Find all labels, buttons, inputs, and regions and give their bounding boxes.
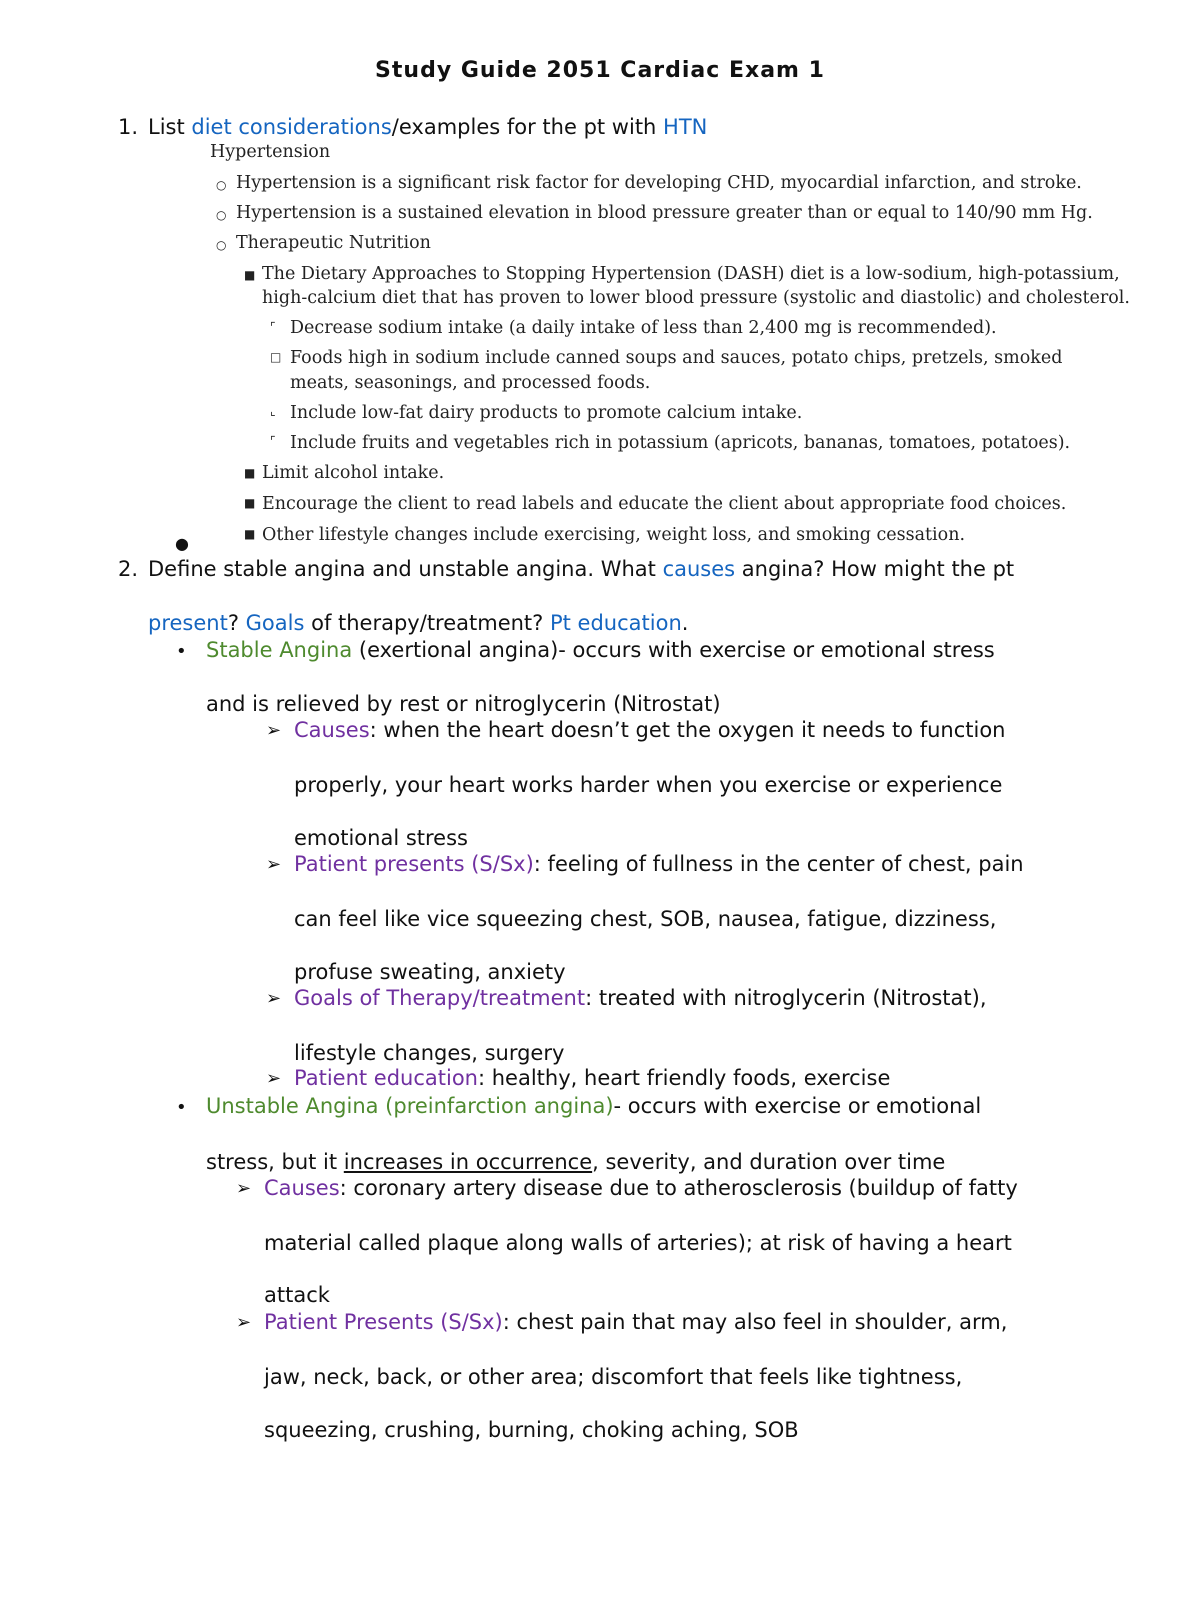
unstable-presents-line-2: jaw, neck, back, or other area; discomfort that feels like tightness, <box>264 1365 963 1389</box>
question-1-text: List <box>148 115 192 139</box>
bullet-icon: • <box>176 1097 187 1118</box>
unstable-presents-text: : chest pain that may also feel in shoulder, arm, <box>502 1310 1008 1334</box>
question-2-text-b: angina? How might the pt <box>735 557 1015 581</box>
bullet-icon: • <box>176 641 187 662</box>
stable-causes-text: : when the heart doesn’t get the oxygen it needs to function <box>369 718 1006 742</box>
corner-bullet-icon: ⌜ <box>270 320 276 334</box>
excerpt-line: Therapeutic Nutrition <box>236 233 431 253</box>
excerpt-line: Limit alcohol intake. <box>262 463 445 483</box>
circle-bullet-icon: ○ <box>216 238 227 252</box>
stable-causes-label: Causes <box>294 718 370 742</box>
unstable-presents-line-3: squeezing, crushing, burning, choking aching, SOB <box>264 1418 799 1442</box>
question-2-text-c: ? <box>227 611 246 635</box>
unstable-angina-line-2 <box>206 1150 945 1174</box>
question-1-number: 1. <box>118 115 139 139</box>
excerpt-line: Encourage the client to read labels and educate the client about appropriate food choices. <box>262 494 1067 514</box>
excerpt-line: The Dietary Approaches to Stopping Hypertension (DASH) diet is a low-sodium, high-potassium, <box>262 264 1120 284</box>
corner-bullet-icon: ⌞ <box>270 404 276 418</box>
arrow-bullet-icon: ➢ <box>236 1312 252 1333</box>
question-1-text-mid: /examples for the pt with <box>391 115 664 139</box>
keyword-causes: causes <box>662 557 736 581</box>
arrow-bullet-icon: ➢ <box>266 854 282 875</box>
stable-angina-desc: (exertional angina)- occurs with exercise or emotional stress <box>352 638 995 662</box>
unstable-angina-heading <box>206 1094 981 1118</box>
stable-goals <box>294 986 987 1010</box>
excerpt-line: Hypertension is a sustained elevation in blood pressure greater than or equal to 140/90 mm Hg. <box>236 203 1093 223</box>
page-title: Study Guide 2051 Cardiac Exam 1 <box>375 58 825 83</box>
square-bullet-icon: ■ <box>244 466 256 480</box>
unstable-angina-label: Unstable Angina (preinfarction angina) <box>206 1094 614 1118</box>
arrow-bullet-icon: ➢ <box>236 1178 252 1199</box>
question-2 <box>118 557 1014 581</box>
excerpt-line: meats, seasonings, and processed foods. <box>290 373 651 393</box>
unstable-line-2-text-end: , severity, and duration over time <box>592 1150 946 1174</box>
stable-education-text: : healthy, heart friendly foods, exercise <box>478 1066 891 1090</box>
excerpt-line: Decrease sodium intake (a daily intake of less than 2,400 mg is recommended). <box>290 318 997 338</box>
stable-education-label: Patient education <box>294 1066 478 1090</box>
unstable-presents-label: Patient Presents (S/Sx) <box>264 1310 503 1334</box>
arrow-bullet-icon: ➢ <box>266 1068 282 1089</box>
stable-goals-text: : treated with nitroglycerin (Nitrostat), <box>585 986 987 1010</box>
circle-bullet-icon: ○ <box>216 208 227 222</box>
stable-presents-line-3: profuse sweating, anxiety <box>294 960 566 984</box>
question-1 <box>118 115 707 139</box>
excerpt-line: Include fruits and vegetables rich in potassium (apricots, bananas, tomatoes, potatoes). <box>290 433 1071 453</box>
question-2-text-d: of therapy/treatment? <box>304 611 550 635</box>
arrow-bullet-icon: ➢ <box>266 720 282 741</box>
unstable-causes-line-2: material called plaque along walls of arteries); at risk of having a heart <box>264 1231 1012 1255</box>
stable-goals-label: Goals of Therapy/treatment <box>294 986 586 1010</box>
stable-angina-label: Stable Angina <box>206 638 353 662</box>
question-2-text-e: . <box>681 611 689 635</box>
excerpt-line: Foods high in sodium include canned soups and sauces, potato chips, pretzels, smoked <box>290 348 1063 368</box>
square-outline-bullet-icon: □ <box>270 350 282 364</box>
unstable-causes-text: : coronary artery disease due to atherosclerosis (buildup of fatty <box>339 1176 1018 1200</box>
excerpt-line: Hypertension is a significant risk factor for developing CHD, myocardial infarction, and stroke. <box>236 173 1082 193</box>
stable-angina-line-2: and is relieved by rest or nitroglycerin (Nitrostat) <box>206 692 721 716</box>
stable-education <box>294 1066 890 1090</box>
keyword-diet-considerations: diet considerations <box>191 115 392 139</box>
square-bullet-icon: ■ <box>244 268 256 282</box>
stable-causes <box>294 718 1005 742</box>
stable-presents <box>294 852 1024 876</box>
excerpt-heading: Hypertension <box>210 142 331 162</box>
arrow-bullet-icon: ➢ <box>266 988 282 1009</box>
square-bullet-icon: ■ <box>244 496 256 510</box>
stable-presents-label: Patient presents (S/Sx) <box>294 852 534 876</box>
unstable-presents <box>264 1310 1007 1334</box>
unstable-causes-label: Causes <box>264 1176 340 1200</box>
stable-goals-line-2: lifestyle changes, surgery <box>294 1041 565 1065</box>
unstable-line-2-text: stress, but it <box>206 1150 344 1174</box>
question-2-line-2 <box>148 611 688 635</box>
unstable-angina-desc: - occurs with exercise or emotional <box>613 1094 982 1118</box>
keyword-pt-education: Pt education <box>549 611 682 635</box>
excerpt-line: high-calcium diet that has proven to lower blood pressure (systolic and diastolic) and cholesterol. <box>262 288 1130 308</box>
stable-causes-line-2: properly, your heart works harder when you exercise or experience <box>294 773 1003 797</box>
keyword-htn: HTN <box>663 115 708 139</box>
corner-bullet-icon: ⌜ <box>270 434 276 448</box>
unstable-causes <box>264 1176 1018 1200</box>
question-2-number: 2. <box>118 557 139 581</box>
excerpt-line: Other lifestyle changes include exercising, weight loss, and smoking cessation. <box>262 525 966 545</box>
stable-presents-text: : feeling of fullness in the center of chest, pain <box>533 852 1024 876</box>
unstable-causes-line-3: attack <box>264 1283 330 1307</box>
underlined-phrase: increases in occurrence <box>343 1150 593 1174</box>
stable-causes-line-3: emotional stress <box>294 826 468 850</box>
circle-bullet-icon: ○ <box>216 178 227 192</box>
keyword-goals: Goals <box>245 611 305 635</box>
stable-angina-heading <box>206 638 995 662</box>
question-2-text: Define stable angina and unstable angina. What <box>148 557 663 581</box>
excerpt-line: Include low-fat dairy products to promote calcium intake. <box>290 403 803 423</box>
keyword-present: present <box>148 611 228 635</box>
square-bullet-icon: ■ <box>244 527 256 541</box>
stable-presents-line-2: can feel like vice squeezing chest, SOB, nausea, fatigue, dizziness, <box>294 907 997 931</box>
empty-bullet-icon: ● <box>175 534 189 553</box>
